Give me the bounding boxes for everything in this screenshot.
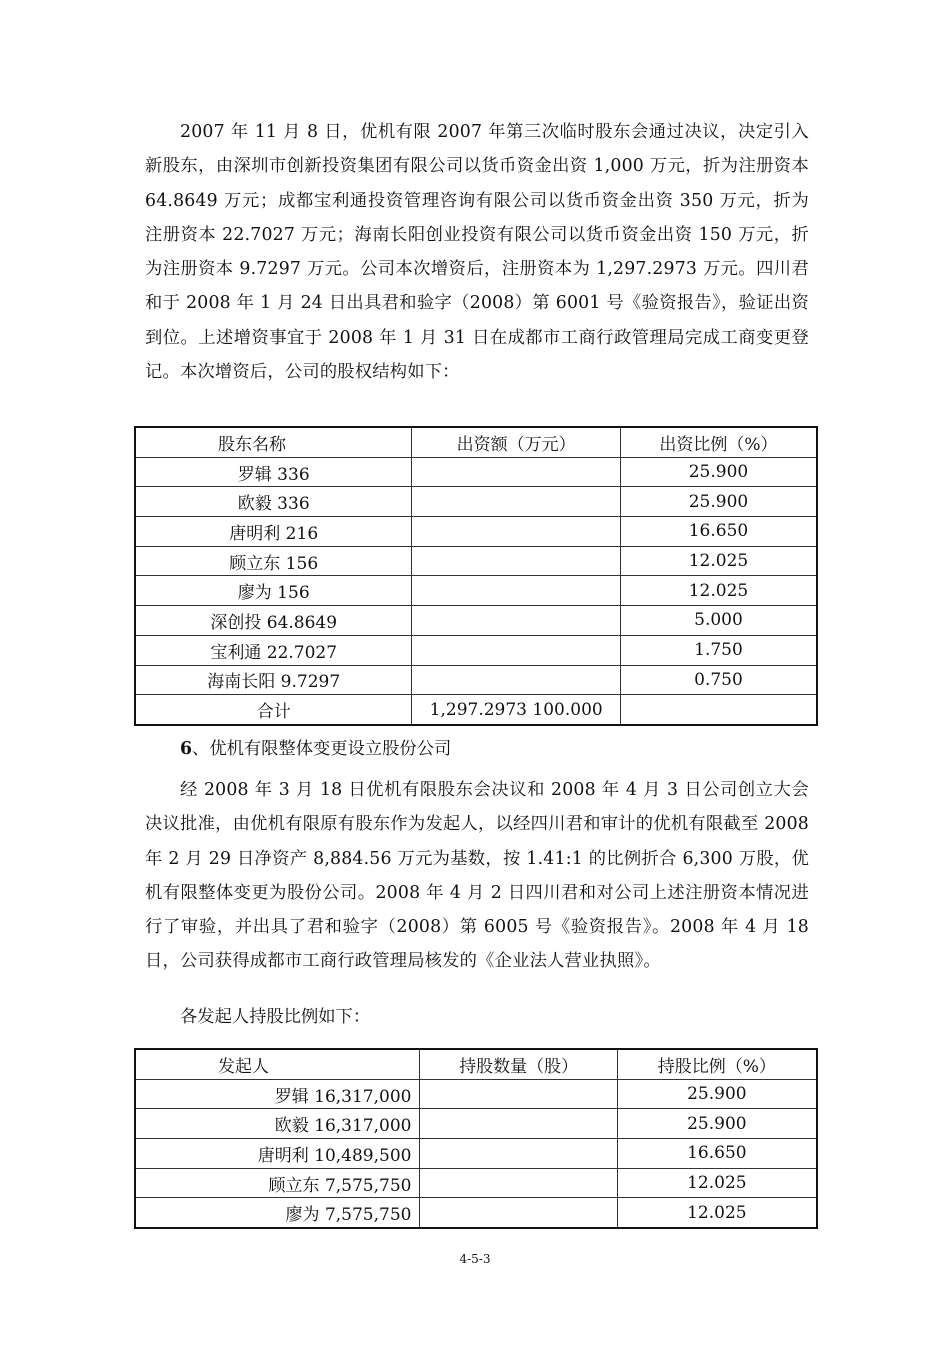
table-row (135, 1109, 817, 1139)
percent-cell: 12.025 (620, 546, 817, 576)
page-number: 4-5-3 (459, 1252, 491, 1266)
name-cell: 罗辑 16,317,000 (135, 1079, 420, 1109)
section-number: 6 (180, 739, 193, 759)
total-row (135, 695, 817, 725)
total-amount: 1,297.2973 100.000 (412, 695, 620, 725)
column-header-amount: 出资额（万元） (412, 427, 620, 457)
paragraph-capital-increase: 2007 年 11 月 8 日，优机有限 2007 年第三次临时股东会通过决议，决定引入新股东，由深圳市创新投资集团有限公司以货币资金出资 1,000 万元，折为注册资本 64.8649 万元；成都宝利通投资管理咨询有限公司以货币资金出资 350 万元，折为注册资本 22.7027 万元；海南长阳创业投资有限公司以货币资金出资 150 万元，折为注册资本 9.7297 万元。公司本次增资后，注册资本为 1,297.2973 万元。四川君和于 2008 年 1 月 24 日出具君和验字（2008）第 6001 号《验资报告》，验证出资到位。上述增资事宜于 2008 年 1 月 31 日在成都市工商行政管理局完成工商变更登记。本次增资后，公司的股权结构如下： (145, 122, 809, 383)
name-cell: 海南长阳 9.7297 (135, 665, 412, 695)
table-header-row (135, 427, 817, 457)
amount-cell (412, 635, 620, 665)
name-cell: 唐明利 216 (135, 517, 412, 547)
paragraph-promoter-intro: 各发起人持股比例如下： (180, 1007, 371, 1027)
percent-cell: 5.000 (620, 606, 817, 636)
percent-cell: 25.900 (617, 1079, 817, 1109)
name-cell: 宝利通 22.7027 (135, 635, 412, 665)
name-cell: 唐明利 10,489,500 (135, 1139, 420, 1169)
table-row (135, 606, 817, 636)
amount-cell (412, 665, 620, 695)
table-row (135, 1198, 817, 1228)
amount-cell (412, 487, 620, 517)
table-row (135, 635, 817, 665)
percent-cell: 12.025 (620, 576, 817, 606)
percent-cell: 16.650 (620, 517, 817, 547)
section-title: 、优机有限整体变更设立股份公司 (192, 739, 452, 759)
name-cell: 顾立东 7,575,750 (135, 1168, 420, 1198)
promoter-holdings-table (134, 1048, 818, 1229)
total-label: 合计 (135, 695, 412, 725)
name-cell: 深创投 64.8649 (135, 606, 412, 636)
percent-cell: 1.750 (620, 635, 817, 665)
amount-cell (420, 1109, 617, 1139)
column-header-promoter: 发起人 (135, 1049, 420, 1079)
amount-cell (420, 1079, 617, 1109)
amount-cell (420, 1198, 617, 1228)
table-row (135, 517, 817, 547)
amount-cell (412, 457, 620, 487)
amount-cell (412, 576, 620, 606)
paragraph-conversion: 经 2008 年 3 月 18 日优机有限股东会决议和 2008 年 4 月 3 日公司创立大会决议批准，由优机有限原有股东作为发起人，以经四川君和审计的优机有限截至 2008 年 2 月 29 日净资产 8,884.56 万元为基数，按 1.41:1 的比例折合 6,300 万股，优机有限整体变更为股份公司。2008 年 4 月 2 日四川君和对公司上述注册资本情况进行了审验，并出具了君和验字（2008）第 6005 号《验资报告》。2008 年 4 月 18 日，公司获得成都市工商行政管理局核发的《企业法人营业执照》。 (145, 780, 809, 972)
percent-cell: 16.650 (617, 1139, 817, 1169)
column-header-shares: 持股数量（股） (420, 1049, 617, 1079)
name-cell: 罗辑 336 (135, 457, 412, 487)
column-header-percent: 出资比例（%） (620, 427, 817, 457)
percent-cell: 0.750 (620, 665, 817, 695)
amount-cell (420, 1139, 617, 1169)
table-row (135, 1139, 817, 1169)
table-row (135, 576, 817, 606)
amount-cell (412, 606, 620, 636)
total-percent (620, 695, 817, 725)
percent-cell: 25.900 (620, 487, 817, 517)
amount-cell (412, 517, 620, 547)
name-cell: 廖为 156 (135, 576, 412, 606)
name-cell: 廖为 7,575,750 (135, 1198, 420, 1228)
table-row (135, 487, 817, 517)
table-row (135, 1168, 817, 1198)
table-row (135, 665, 817, 695)
column-header-holding-percent: 持股比例（%） (617, 1049, 817, 1079)
amount-cell (412, 546, 620, 576)
percent-cell: 25.900 (617, 1109, 817, 1139)
column-header-shareholder: 股东名称 (135, 427, 412, 457)
name-cell: 顾立东 156 (135, 546, 412, 576)
percent-cell: 12.025 (617, 1198, 817, 1228)
name-cell: 欧毅 336 (135, 487, 412, 517)
section-heading (180, 732, 451, 766)
amount-cell (420, 1168, 617, 1198)
table-row (135, 457, 817, 487)
name-cell: 欧毅 16,317,000 (135, 1109, 420, 1139)
percent-cell: 25.900 (620, 457, 817, 487)
table-header-row (135, 1049, 817, 1079)
table-row (135, 1079, 817, 1109)
table-row (135, 546, 817, 576)
equity-structure-table (134, 426, 818, 726)
percent-cell: 12.025 (617, 1168, 817, 1198)
